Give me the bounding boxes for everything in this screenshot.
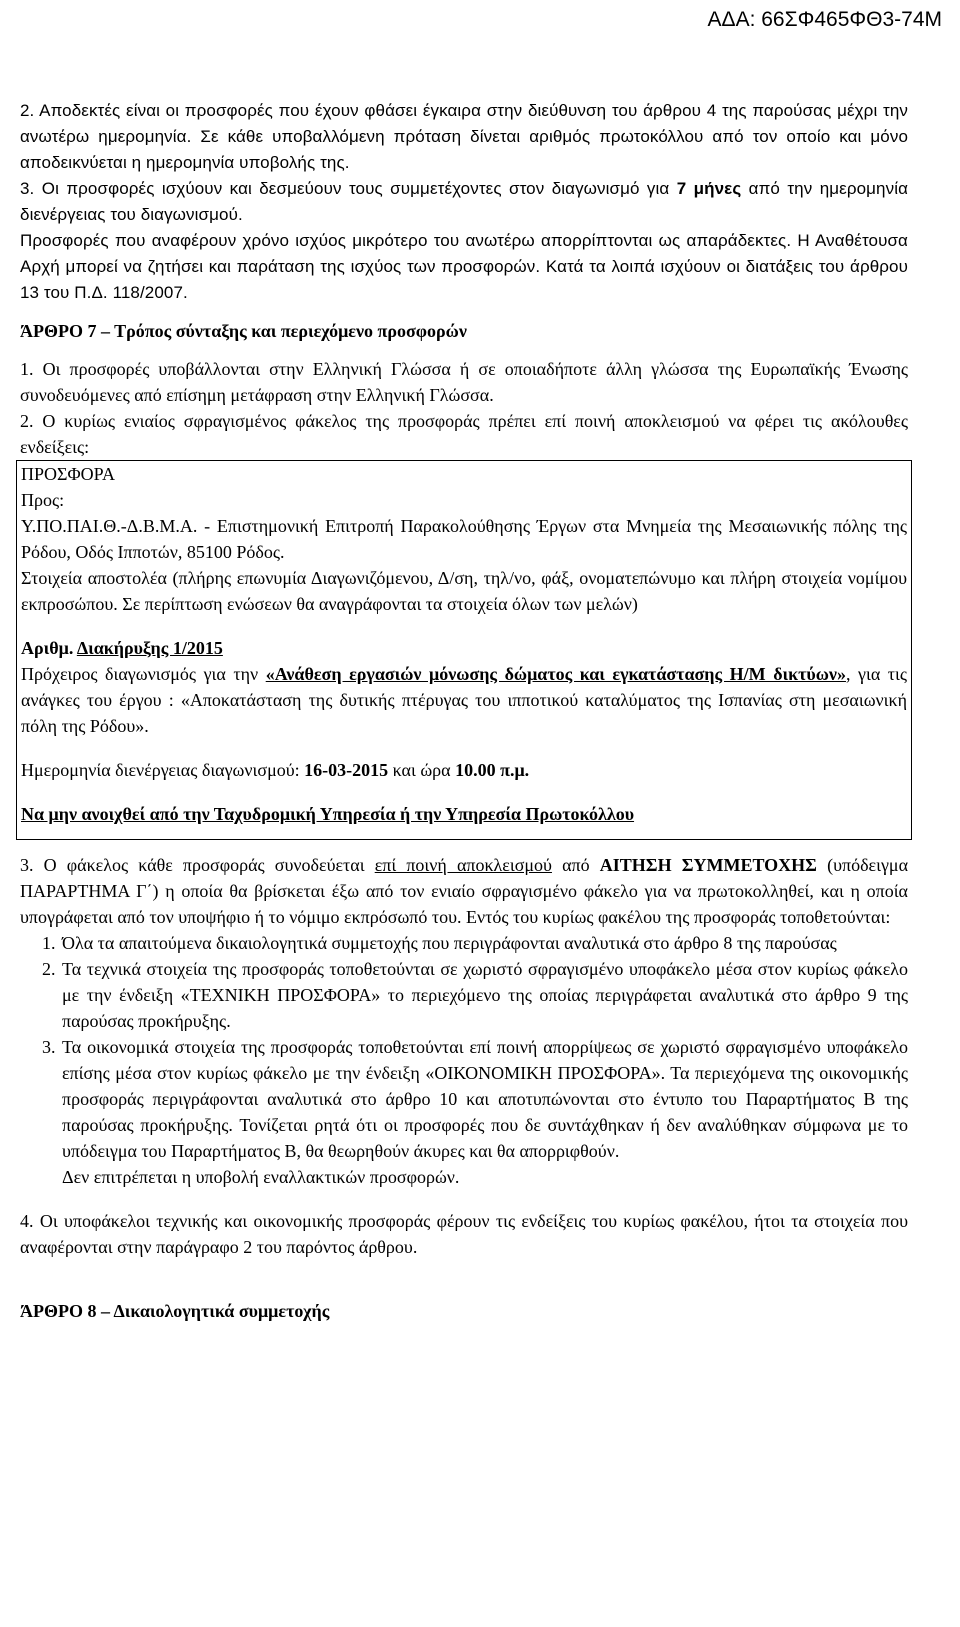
paragraph-3: 3. Οι προσφορές ισχύουν και δεσμεύουν τους συμμετέχοντες στον διαγωνισμό για 7 μήνες από την ημερομηνία διενέργειας του διαγωνισμού. xyxy=(20,179,909,224)
article-7-paragraph-3: 3. Ο φάκελος κάθε προσφοράς συνοδεύεται επί ποινή αποκλεισμού από ΑΙΤΗΣΗ ΣΥΜΜΕΤΟΧΗΣ (υπόδειγμα ΠΑΡΑΡΤΗΜΑ Γ΄) η οποία θα βρίσκεται έξω από τον ενιαίο σφραγισμένο φάκελο για να πρωτοκολληθεί, και η οποία υπογράφεται από τον υποψήφιο ή το νόμιμο εκπρόσωπό του. Εντός του κυρίως φακέλου της προσφοράς τοποθετούνται: xyxy=(20,855,908,927)
envelope-label-box xyxy=(16,460,912,840)
document-body xyxy=(20,98,908,1324)
ada-header: ΑΔΑ: 66ΣΦ465ΦΘ3-74Μ xyxy=(707,8,942,31)
article-7-paragraph-2: 2. Ο κυρίως ενιαίος σφραγισμένος φάκελος της προσφοράς πρέπει επί ποινή αποκλεισμού να φέρει τις ακόλουθες ενδείξεις: xyxy=(20,411,908,457)
article-7-paragraph-1: 1. Οι προσφορές υποβάλλονται στην Ελληνική Γλώσσα ή σε οποιαδήποτε άλλη γλώσσα της Ευρωπαϊκής Ένωσης συνοδευόμενες από επίσημη μετάφραση στην Ελληνική Γλώσσα. xyxy=(20,359,908,405)
box-to-label: Προς: xyxy=(21,490,65,510)
box-date: Ημερομηνία διενέργειας διαγωνισμού: 16-03-2015 και ώρα 10.00 π.μ. xyxy=(21,760,530,780)
box-sender-info: Στοιχεία αποστολέα (πλήρης επωνυμία Διαγωνιζόμενου, Δ/ση, τηλ/νο, φάξ, ονοματεπώνυμο και πλήρη στοιχεία νομίμου εκπροσώπου. Σε περίπτωση ενώσεων θα αναγράφονται τα στοιχεία όλων των μελών) xyxy=(21,568,907,614)
box-description: Πρόχειρος διαγωνισμός για την «Ανάθεση εργασιών μόνωσης δώματος και εγκατάστασης Η/Μ δικτύων», για τις ανάγκες του έργου : «Αποκατάσταση της δυτικής πτέρυγας του ιπποτικού καταλύματος της Ισπανίας στη μεσαιωνική πόλη της Ρόδου». xyxy=(21,664,907,736)
box-recipient: Υ.ΠΟ.ΠΑΙ.Θ.-Δ.Β.Μ.Α. - Επιστημονική Επιτροπή Παρακολούθησης Έργων στα Μνημεία της Μεσαιωνικής πόλης της Ρόδου, Οδός Ιπποτών, 85100 Ρόδος. xyxy=(21,516,907,562)
article-8-title: ΆΡΘΡΟ 8 – Δικαιολογητικά συμμετοχής xyxy=(20,1301,330,1321)
article-7-title: ΆΡΘΡΟ 7 – Τρόπος σύνταξης και περιεχόμενο προσφορών xyxy=(20,321,467,341)
list-item: 2. Τα τεχνικά στοιχεία της προσφοράς τοποθετούνται σε χωριστό σφραγισμένο υποφάκελο μέσα στον κυρίως φάκελο με την ένδειξη «ΤΕΧΝΙΚΗ ΠΡΟΣΦΟΡΑ» το περιεχόμενο της οποίας περιγράφεται αναλυτικά στο άρθρο 9 της παρούσας προκήρυξης. xyxy=(60,956,908,1034)
section-6-continuation xyxy=(20,98,908,306)
envelope-contents-list xyxy=(20,930,908,1164)
no-alternatives-note: Δεν επιτρέπεται η υποβολή εναλλακτικών προσφορών. xyxy=(62,1167,460,1187)
list-item: 3. Τα οικονομικά στοιχεία της προσφοράς τοποθετούνται επί ποινή απορρίψεως σε χωριστό σφραγισμένο υποφάκελο επίσης μέσα στον κυρίως φάκελο με την ένδειξη «ΟΙΚΟΝΟΜΙΚΗ ΠΡΟΣΦΟΡΑ». Τα περιεχόμενα της οικονομικής προσφοράς περιγράφονται αναλυτικά στο άρθρο 10 και αποτυπώνονται στο έντυπο του Παραρτήματος Β της παρούσας προκήρυξης. Τονίζεται ρητά ότι οι προσφορές που δε συντάχθηκαν ή δεν αναλύθηκαν σύμφωνα με το υπόδειγμα του Παραρτήματος Β, θα θεωρηθούν άκυρες και θα απορριφθούν. xyxy=(60,1034,908,1164)
box-do-not-open: Να μην ανοιχθεί από την Ταχυδρομική Υπηρεσία ή την Υπηρεσία Πρωτοκόλλου xyxy=(21,804,635,824)
article-7-paragraph-4: 4. Οι υποφάκελοι τεχνικής και οικονομικής προσφοράς φέρουν τις ενδείξεις του κυρίως φακέλου, ήτοι τα στοιχεία που αναφέρονται στην παράγραφο 2 του παρόντος άρθρου. xyxy=(20,1211,908,1257)
box-declaration-number: Αριθμ. Διακήρυξης 1/2015 xyxy=(21,638,223,658)
box-offer-title: ΠΡΟΣΦΟΡΑ xyxy=(21,464,116,484)
paragraph-2: 2. Αποδεκτές είναι οι προσφορές που έχουν φθάσει έγκαιρα στην διεύθυνση του άρθρου 4 της παρούσας μέχρι την ανωτέρω ημερομηνία. Σε κάθε υποβαλλόμενη πρόταση δίνεται αριθμός πρωτοκόλλου από τον οποίο και μόνο αποδεικνύεται η ημερομηνία υποβολής της. xyxy=(20,101,908,172)
list-item: 1. Όλα τα απαιτούμενα δικαιολογητικά συμμετοχής που περιγράφονται αναλυτικά στο άρθρο 8 της παρούσας xyxy=(60,930,908,956)
paragraph-validity: Προσφορές που αναφέρουν χρόνο ισχύος μικρότερο του ανωτέρω απορρίπτονται ως απαράδεκτες. Η Αναθέτουσα Αρχή μπορεί να ζητήσει και παράταση της ισχύος των προσφορών. Κατά τα λοιπά ισχύουν οι διατάξεις του άρθρου 13 του Π.Δ. 118/2007. xyxy=(20,231,908,302)
